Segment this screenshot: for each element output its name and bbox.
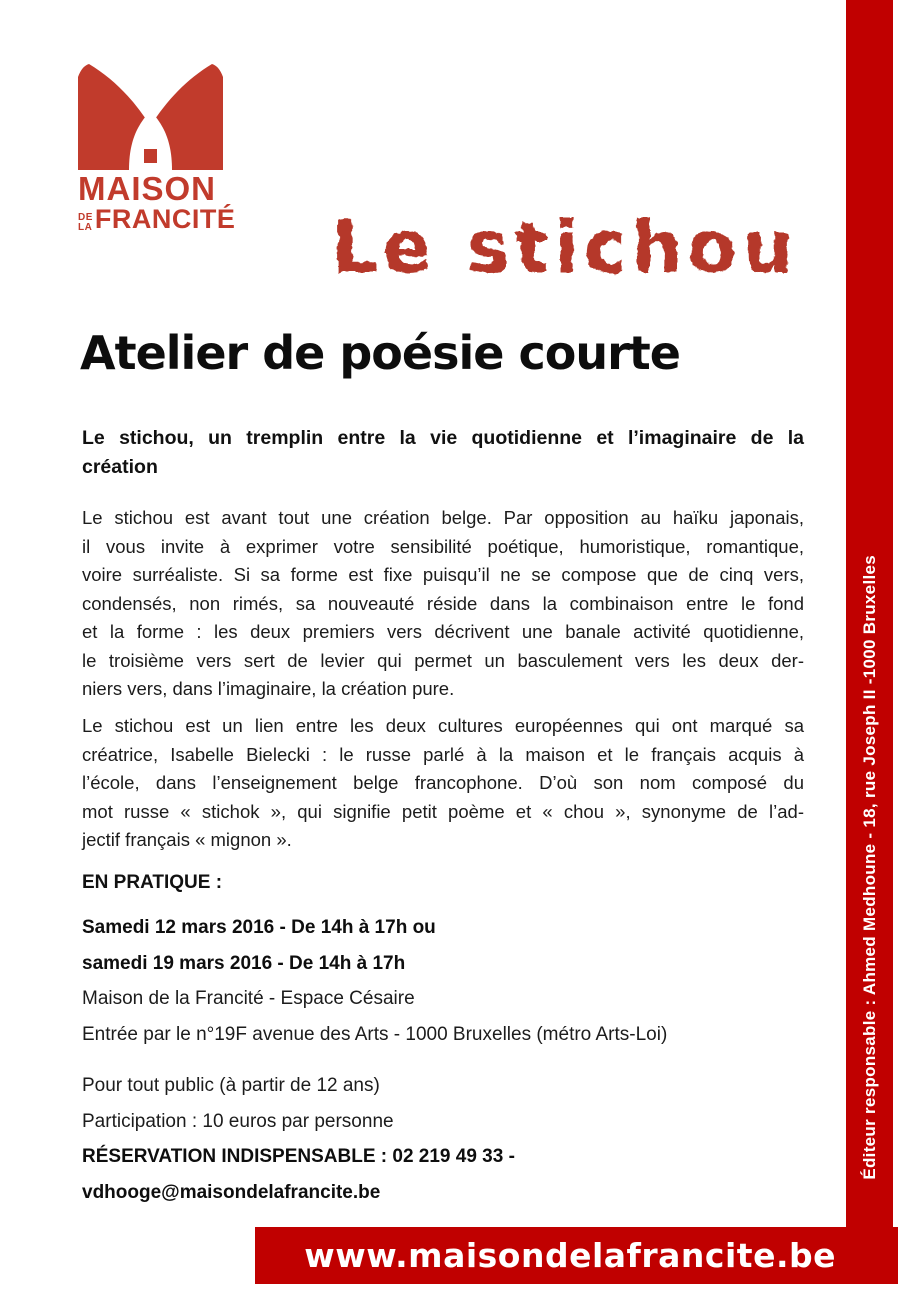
subtitle-line: création	[82, 456, 158, 478]
editor-credit: Éditeur responsable : Ahmed Medhoune - 18, rue Joseph II -1000 Bruxelles	[859, 555, 879, 1180]
logo-text-maison: MAISON	[78, 170, 216, 207]
body-line: créatrice, Isabelle Bielecki : le russe parlé à la maison et le français acquis à	[82, 743, 804, 765]
date-option-2: samedi 19 mars 2016 - De 14h à 17h	[82, 952, 406, 974]
body-line: condensés, non rimés, sa nouveauté réside dans la combinaison entre le fond	[82, 592, 804, 614]
participation-fee: Participation : 10 euros par personne	[82, 1110, 394, 1132]
entrance-address: Entrée par le n°19F avenue des Arts - 1000 Bruxelles (métro Arts-Loi)	[82, 1023, 668, 1045]
website-banner	[255, 1227, 898, 1284]
body-line: il vous invite à exprimer votre sensibilité poétique, humoristique, romantique,	[82, 535, 804, 557]
practical-heading: EN PRATIQUE :	[82, 872, 223, 893]
body-line: et la forme : les deux premiers vers décrivent une banale activité quotidienne,	[82, 621, 804, 642]
subtitle	[82, 424, 804, 482]
subtitle-line: Le stichou, un tremplin entre la vie quotidienne et l’imaginaire de la	[82, 427, 804, 449]
paragraph-1	[82, 504, 804, 704]
audience: Pour tout public (à partir de 12 ans)	[82, 1075, 380, 1096]
body-line: jectif français « mignon ».	[82, 829, 292, 850]
practical-dates-location	[82, 910, 804, 1052]
sidebar-strip	[846, 0, 893, 1284]
date-option-1: Samedi 12 mars 2016 - De 14h à 17h ou	[82, 917, 436, 938]
body-line: mot russe « stichok », qui signifie petit poème et « chou », synonyme de l’ad-	[82, 800, 804, 822]
body-line: niers vers, dans l’imaginaire, la création pure.	[82, 678, 455, 699]
body-line: voire surréaliste. Si sa forme est fixe puisqu’il ne se compose que de cinq vers,	[82, 564, 804, 585]
logo-text-francite: FRANCITÉ	[94, 204, 236, 234]
reservation-contact: RÉSERVATION INDISPENSABLE : 02 219 49 33 - vdhooge@maisondelafrancite.be	[82, 1146, 515, 1203]
body-line: Le stichou est un lien entre les deux cultures européennes qui ont marqué sa	[82, 715, 804, 736]
body-line: le troisième vers sert de levier qui permet un basculement vers les deux der-	[82, 649, 804, 671]
logo	[78, 64, 236, 234]
workshop-heading: Atelier de poésie courte	[80, 326, 680, 380]
body-line: Le stichou est avant tout une création belge. Par opposition au haïku japonais,	[82, 507, 804, 528]
website-url: www.maisondelafrancite.be	[304, 1236, 836, 1275]
paragraph-2	[82, 712, 804, 855]
maison-francite-logo-icon	[78, 64, 223, 170]
page-title: Le stichou	[332, 205, 799, 289]
logo-text-dela: DE LA	[78, 212, 93, 233]
practical-audience-price	[82, 1068, 804, 1210]
venue: Maison de la Francité - Espace Césaire	[82, 988, 415, 1009]
body-line: l’école, dans l’enseignement belge francophone. D’où son nom composé du	[82, 772, 804, 793]
